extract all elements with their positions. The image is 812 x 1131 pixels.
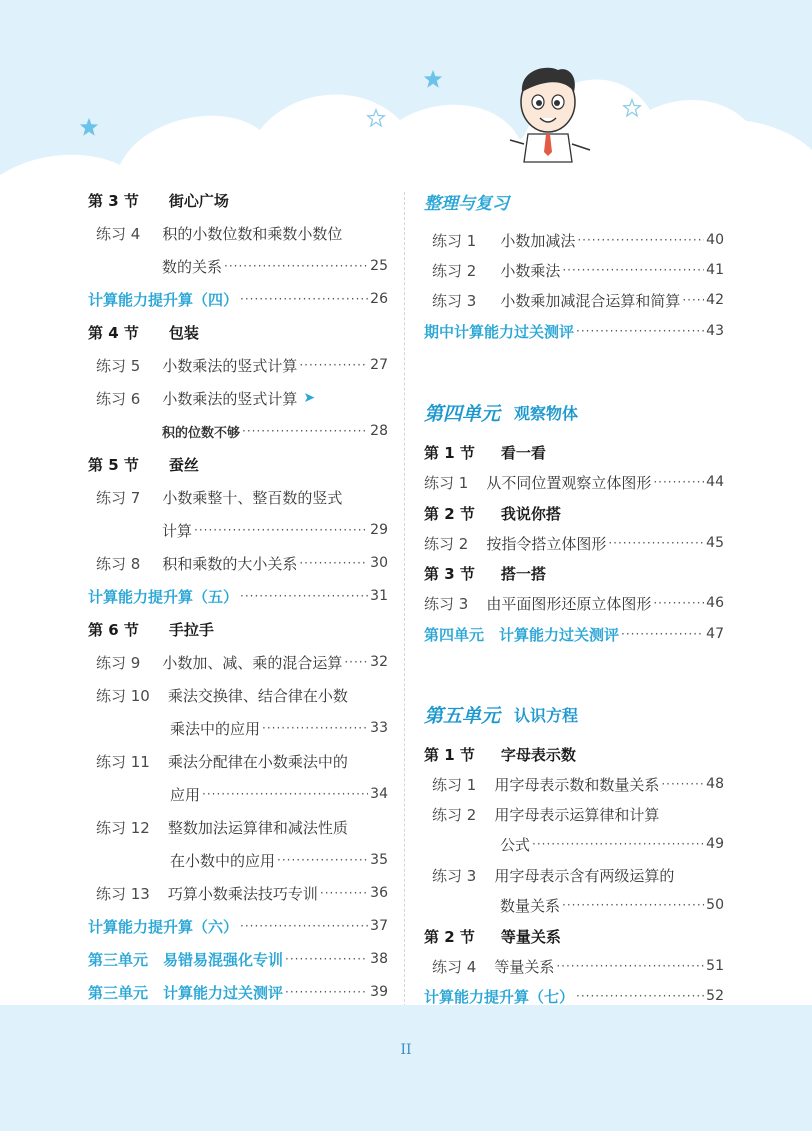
exercise-title: 乘法交换律、结合律在小数 (167, 686, 348, 705)
exercise-title-line2: 应用 (170, 785, 201, 804)
page-ref: 42 (706, 292, 724, 308)
section-title: 看一看 (500, 443, 546, 462)
unit-heading[interactable] (424, 395, 724, 429)
exercise-title: 积和乘数的大小关系 (162, 554, 298, 573)
section-title: 街心广场 (168, 191, 229, 210)
exercise-number: 练习 7 (96, 488, 141, 507)
page-ref: 33 (370, 720, 388, 736)
exercise-entry[interactable] (424, 590, 724, 616)
exercise-title-line2: 在小数中的应用 (170, 851, 276, 870)
leader-dots (562, 898, 704, 912)
page-ref: 47 (706, 626, 724, 642)
leader-dots (299, 556, 368, 570)
unit-heading[interactable] (424, 697, 724, 731)
page-ref: 51 (706, 958, 724, 974)
page-ref: 29 (370, 522, 388, 538)
exercise-entry-continued[interactable] (170, 781, 388, 807)
section-title: 我说你搭 (500, 504, 561, 523)
exercise-title: 小数乘加减混合运算和简算 (500, 291, 681, 310)
section-heading[interactable] (88, 319, 388, 345)
page-ref: 43 (706, 323, 724, 339)
exercise-title: 小数加、减、乘的混合运算 (162, 653, 343, 672)
leader-dots (653, 475, 704, 489)
page-ref: 44 (706, 474, 724, 490)
section-title: 字母表示数 (500, 745, 576, 764)
exercise-title-line2: 公式 (500, 835, 531, 854)
exercise-entry[interactable] (432, 953, 724, 979)
leader-dots (240, 919, 368, 933)
arrow-right-icon: ➤ (303, 390, 316, 406)
exercise-number: 练习 5 (96, 356, 141, 375)
exercise-number: 练习 8 (96, 554, 141, 573)
section-number: 第 3 节 (424, 564, 475, 583)
section-heading[interactable] (88, 616, 388, 642)
leader-dots (577, 233, 704, 247)
exercise-title: 整数加法运算律和减法性质 (167, 818, 348, 837)
exercise-entry[interactable] (96, 484, 388, 510)
leader-dots (576, 324, 704, 338)
leader-dots (285, 985, 368, 999)
leader-dots (556, 959, 704, 973)
star-icon (422, 68, 444, 90)
leader-dots (240, 589, 368, 603)
section-heading[interactable] (88, 187, 388, 213)
section-number: 第 3 节 (88, 191, 139, 210)
page-ref: 39 (370, 984, 388, 1000)
page-ref: 36 (370, 885, 388, 901)
exercise-number: 练习 1 (432, 231, 477, 250)
page-ref: 38 (370, 951, 388, 967)
leader-dots (608, 536, 704, 550)
section-heading[interactable] (424, 500, 724, 526)
star-outline-icon (366, 108, 386, 128)
exercise-entry[interactable] (432, 287, 724, 313)
exercise-number: 练习 3 (424, 594, 469, 613)
page-ref: 27 (370, 357, 388, 373)
exercise-number: 练习 12 (96, 818, 150, 837)
review-title: 整理与复习 (424, 193, 509, 214)
exercise-entry[interactable] (432, 801, 724, 827)
page-ref: 40 (706, 232, 724, 248)
exercise-number: 练习 2 (424, 534, 469, 553)
entry-title: 计算能力提升算（五） (88, 587, 239, 606)
exercise-entry[interactable] (424, 530, 724, 556)
unit-review-entry[interactable] (88, 946, 388, 972)
unit-badge: 第四单元 (424, 402, 501, 425)
exercise-title: 用字母表示数和数量关系 (494, 775, 660, 794)
exercise-entry[interactable] (432, 227, 724, 253)
section-title: 蚕丝 (168, 455, 199, 474)
cartoon-boy-icon (506, 62, 596, 172)
exercise-entry[interactable] (96, 649, 388, 675)
exercise-entry-continued[interactable] (500, 892, 724, 918)
page-ref: 32 (370, 654, 388, 670)
unit-test-entry[interactable] (424, 621, 724, 647)
entry-title: 计算能力提升算（六） (88, 917, 239, 936)
unit-title: 观察物体 (514, 403, 579, 423)
leader-dots (240, 292, 368, 306)
exercise-entry-continued[interactable] (170, 715, 388, 741)
page-ref: 25 (370, 258, 388, 274)
exercise-entry[interactable] (96, 682, 388, 708)
exercise-entry[interactable] (96, 220, 388, 246)
page-ref: 48 (706, 776, 724, 792)
exercise-title-line2: 计算 (162, 521, 193, 540)
unit-test-entry[interactable] (88, 979, 388, 1005)
exercise-title: 小数乘法的竖式计算 (162, 356, 298, 375)
page-ref: 46 (706, 595, 724, 611)
section-number: 第 6 节 (88, 620, 139, 639)
star-outline-icon (622, 98, 642, 118)
page-ref: 45 (706, 535, 724, 551)
exercise-number: 练习 1 (432, 775, 477, 794)
exercise-entry[interactable] (96, 385, 388, 411)
exercise-title-line2: 乘法中的应用 (170, 719, 261, 738)
leader-dots (562, 263, 704, 277)
section-title: 手拉手 (168, 620, 214, 639)
exercise-entry[interactable] (432, 862, 724, 888)
entry-title: 计算能力提升算（四） (88, 290, 239, 309)
page-ref: 34 (370, 786, 388, 802)
leader-dots (532, 837, 704, 851)
entry-title: 第四单元 计算能力过关测评 (424, 625, 620, 644)
calc-practice-entry[interactable] (88, 913, 388, 939)
star-icon (78, 116, 100, 138)
column-divider (404, 192, 405, 1007)
leader-dots (262, 721, 368, 735)
cloud-decoration (0, 0, 812, 200)
exercise-title: 巧算小数乘法技巧专训 (167, 884, 318, 903)
page-ref: 26 (370, 291, 388, 307)
footer-background (0, 1005, 812, 1131)
unit-badge: 第五单元 (424, 704, 501, 727)
page-ref: 50 (706, 897, 724, 913)
exercise-title: 等量关系 (494, 957, 555, 976)
exercise-title: 用字母表示含有两级运算的 (494, 866, 675, 885)
exercise-number: 练习 4 (432, 957, 477, 976)
exercise-entry[interactable] (432, 257, 724, 283)
midterm-test-entry[interactable] (424, 318, 724, 344)
page-ref: 49 (706, 836, 724, 852)
exercise-title-line2: 数的关系 (162, 257, 223, 276)
leader-dots (285, 952, 368, 966)
exercise-title: 由平面图形还原立体图形 (486, 594, 652, 613)
exercise-title: 积的小数位数和乘数小数位 (162, 224, 343, 243)
exercise-entry[interactable] (96, 880, 388, 906)
exercise-entry-continued[interactable] (500, 831, 724, 857)
entry-title: 期中计算能力过关测评 (424, 322, 575, 341)
section-number: 第 4 节 (88, 323, 139, 342)
leader-dots (661, 777, 704, 791)
exercise-number: 练习 1 (424, 473, 469, 492)
calc-practice-entry[interactable] (88, 583, 388, 609)
page-ref: 31 (370, 588, 388, 604)
exercise-number: 练习 6 (96, 389, 141, 408)
section-number: 第 2 节 (424, 504, 475, 523)
section-number: 第 5 节 (88, 455, 139, 474)
exercise-number: 练习 11 (96, 752, 150, 771)
review-heading[interactable] (424, 188, 724, 214)
exercise-entry[interactable] (96, 550, 388, 576)
exercise-entry-continued[interactable] (162, 253, 388, 279)
exercise-title: 小数乘法的竖式计算 (162, 389, 298, 408)
leader-dots (653, 596, 704, 610)
entry-title: 计算能力提升算（七） (424, 987, 575, 1006)
exercise-entry[interactable] (424, 469, 724, 495)
exercise-number: 练习 13 (96, 884, 150, 903)
section-heading[interactable] (424, 923, 724, 949)
page-ref: 30 (370, 555, 388, 571)
exercise-number: 练习 3 (432, 291, 477, 310)
page-ref: 52 (706, 988, 724, 1004)
section-title: 搭一搭 (500, 564, 546, 583)
leader-dots (299, 358, 368, 372)
leader-dots (576, 989, 704, 1003)
calc-practice-entry[interactable] (88, 286, 388, 312)
exercise-entry-continued[interactable] (162, 517, 388, 543)
exercise-number: 练习 10 (96, 686, 150, 705)
leader-dots (344, 655, 368, 669)
leader-dots (194, 523, 368, 537)
section-heading[interactable] (424, 741, 724, 767)
leader-dots (202, 787, 368, 801)
exercise-entry[interactable] (96, 814, 388, 840)
leader-dots (621, 627, 704, 641)
exercise-number: 练习 2 (432, 805, 477, 824)
section-title: 等量关系 (500, 927, 561, 946)
exercise-entry-continued[interactable] (170, 847, 388, 873)
leader-dots (320, 886, 368, 900)
section-heading[interactable] (424, 439, 724, 465)
exercise-title: 小数加减法 (500, 231, 576, 250)
section-number: 第 1 节 (424, 745, 475, 764)
exercise-title: 小数乘整十、整百数的竖式 (162, 488, 343, 507)
unit-title: 认识方程 (514, 705, 579, 725)
page-ref: 28 (370, 423, 388, 439)
exercise-number: 练习 9 (96, 653, 141, 672)
exercise-title-line2: 积的位数不够 (162, 425, 241, 441)
entry-title: 第三单元 易错易混强化专训 (88, 950, 284, 969)
section-heading[interactable] (424, 560, 724, 586)
exercise-entry[interactable] (96, 352, 388, 378)
exercise-title: 用字母表示运算律和计算 (494, 805, 660, 824)
exercise-entry[interactable] (96, 748, 388, 774)
exercise-title: 乘法分配律在小数乘法中的 (167, 752, 348, 771)
section-number: 第 2 节 (424, 927, 475, 946)
exercise-title: 按指令搭立体图形 (486, 534, 607, 553)
leader-dots (277, 853, 368, 867)
exercise-entry-continued[interactable] (162, 418, 388, 444)
leader-dots (242, 424, 368, 438)
page-ref: 35 (370, 852, 388, 868)
leader-dots (682, 293, 704, 307)
exercise-number: 练习 2 (432, 261, 477, 280)
page-number: II (400, 1042, 412, 1058)
exercise-number: 练习 4 (96, 224, 141, 243)
exercise-entry[interactable] (432, 771, 724, 797)
section-title: 包装 (168, 323, 199, 342)
section-number: 第 1 节 (424, 443, 475, 462)
entry-title: 第三单元 计算能力过关测评 (88, 983, 284, 1002)
page-ref: 41 (706, 262, 724, 278)
exercise-title: 从不同位置观察立体图形 (486, 473, 652, 492)
section-heading[interactable] (88, 451, 388, 477)
exercise-title: 小数乘法 (500, 261, 561, 280)
exercise-number: 练习 3 (432, 866, 477, 885)
leader-dots (224, 259, 368, 273)
header-background (0, 0, 812, 200)
exercise-title-line2: 数量关系 (500, 896, 561, 915)
page-ref: 37 (370, 918, 388, 934)
